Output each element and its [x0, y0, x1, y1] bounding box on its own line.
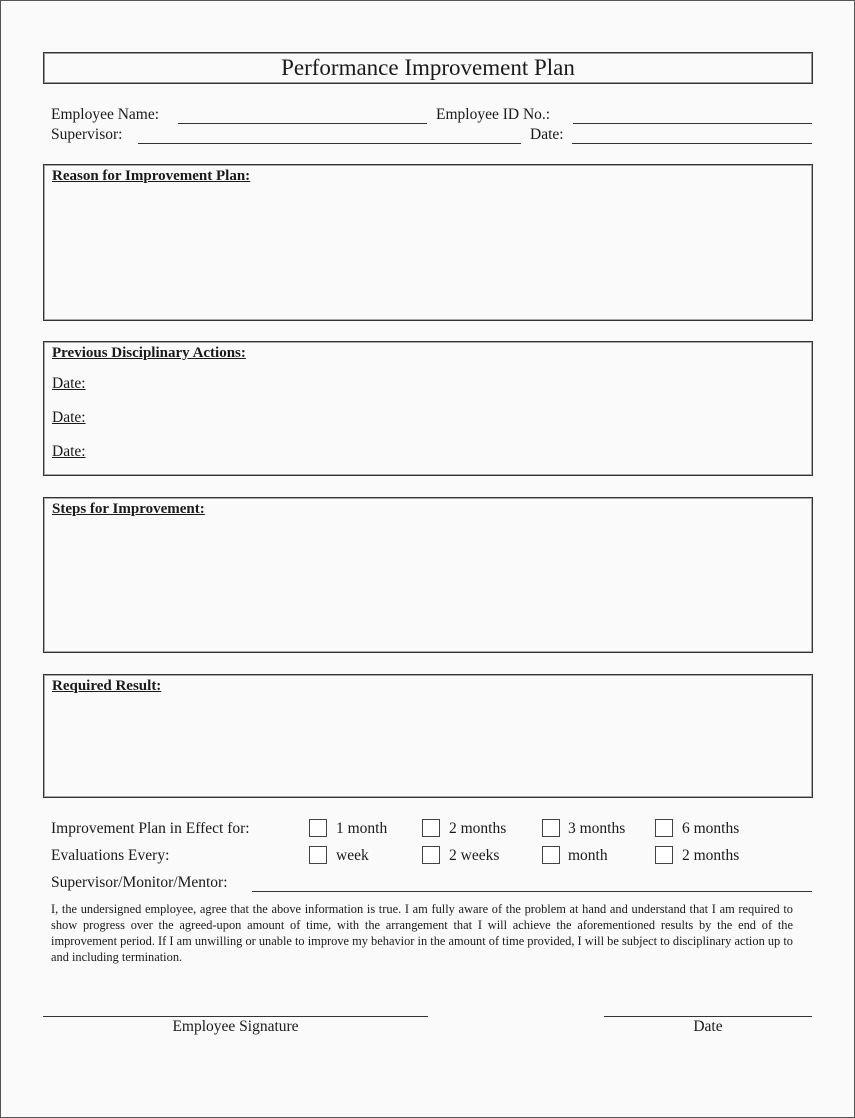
effect-option-label: 1 month	[336, 820, 388, 837]
monitor-field[interactable]	[252, 891, 812, 892]
steps-section[interactable]	[43, 497, 813, 653]
employee-name-label: Employee Name:	[51, 106, 160, 123]
form-title: Performance Improvement Plan	[43, 52, 813, 84]
effect-2-months-checkbox[interactable]	[422, 819, 440, 837]
evaluations-label: Evaluations Every:	[51, 847, 170, 864]
previous-actions-title: Previous Disciplinary Actions:	[52, 345, 246, 361]
previous-action-date-1: Date:	[52, 375, 86, 392]
effect-3-months-checkbox[interactable]	[542, 819, 560, 837]
signature-date-label: Date	[693, 1018, 723, 1035]
supervisor-field[interactable]	[138, 143, 521, 144]
previous-actions-section[interactable]	[43, 341, 813, 476]
monitor-label: Supervisor/Monitor/Mentor:	[51, 874, 228, 891]
employee-signature-label: Employee Signature	[172, 1018, 299, 1035]
employee-signature-line[interactable]	[43, 1016, 428, 1017]
employee-id-field[interactable]	[573, 123, 812, 124]
date-label: Date:	[530, 126, 564, 143]
signature-date-line[interactable]	[604, 1016, 812, 1017]
previous-action-date-2: Date:	[52, 409, 86, 426]
employee-id-label: Employee ID No.:	[436, 106, 551, 123]
effect-option-label: 3 months	[568, 820, 626, 837]
required-result-section[interactable]	[43, 674, 813, 798]
agreement-statement: I, the undersigned employee, agree that the above information is true. I am fully aware of the problem at hand and understand that I am required to show progress over the agreed-upon amount of time, with the arrangement that I will achieve the aforementioned results by the end of the improvement period. If I am unwilling or unable to improve my behavior in the amount of time provided, I will be subject to disciplinary action up to and including termination.	[51, 902, 793, 964]
evaluation-option-label: week	[336, 847, 369, 864]
effect-1-month-checkbox[interactable]	[309, 819, 327, 837]
reason-section[interactable]	[43, 164, 813, 321]
eval-month-checkbox[interactable]	[542, 846, 560, 864]
required-result-title: Required Result:	[52, 678, 162, 694]
effect-option-label: 2 months	[449, 820, 507, 837]
evaluation-option-label: 2 months	[682, 847, 740, 864]
plan-effect-label: Improvement Plan in Effect for:	[51, 820, 250, 837]
effect-option-label: 6 months	[682, 820, 740, 837]
eval-week-checkbox[interactable]	[309, 846, 327, 864]
employee-name-field[interactable]	[178, 123, 427, 124]
supervisor-label: Supervisor:	[51, 126, 123, 143]
eval-2-months-checkbox[interactable]	[655, 846, 673, 864]
date-field[interactable]	[572, 143, 812, 144]
eval-2-weeks-checkbox[interactable]	[422, 846, 440, 864]
previous-action-date-3: Date:	[52, 443, 86, 460]
steps-section-title: Steps for Improvement:	[52, 501, 205, 517]
effect-6-months-checkbox[interactable]	[655, 819, 673, 837]
reason-section-title: Reason for Improvement Plan:	[52, 168, 251, 184]
evaluation-option-label: 2 weeks	[449, 847, 500, 864]
evaluation-option-label: month	[568, 847, 608, 864]
